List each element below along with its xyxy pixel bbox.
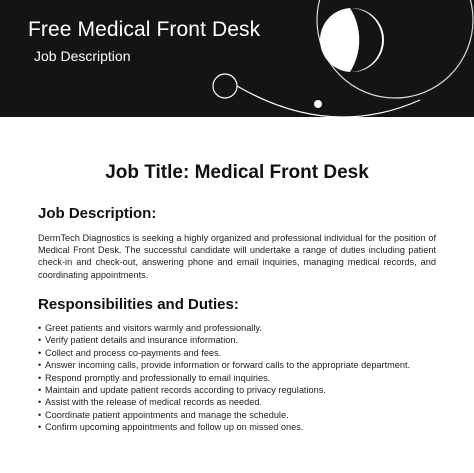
responsibility-text: Assist with the release of medical records as needed. — [45, 397, 263, 408]
responsibility-text: Answer incoming calls, provide information or forward calls to the appropriate department. — [45, 360, 411, 371]
bullet-icon: • — [38, 360, 42, 371]
list-item — [38, 322, 438, 334]
job-description-heading: Job Description: — [38, 205, 157, 222]
bullet-icon: • — [38, 323, 42, 333]
bullet-icon: • — [38, 397, 42, 408]
responsibility-text: Confirm upcoming appointments and follow up on missed ones. — [45, 422, 304, 433]
document-header-banner — [0, 0, 474, 117]
list-item — [38, 372, 438, 384]
list-item — [38, 359, 438, 371]
bullet-icon: • — [38, 335, 42, 346]
list-item — [38, 347, 438, 359]
responsibilities-list — [38, 322, 438, 434]
list-item — [38, 334, 438, 346]
list-item — [38, 396, 438, 408]
responsibility-text: Coordinate patient appointments and manage the schedule. — [45, 409, 289, 420]
responsibility-text: Collect and process co-payments and fees. — [45, 347, 222, 358]
responsibilities-heading: Responsibilities and Duties: — [38, 296, 239, 313]
responsibility-text: Maintain and update patient records according to privacy regulations. — [45, 385, 326, 396]
job-description-paragraph: DermTech Diagnostics is seeking a highly organized and professional individual for the position of Medical Front Desk. The successful candidate will undertake a range of duties including patient check-in and check-out, answering phone and email inquiries, managing medical records, and coordinating appointments. — [38, 233, 436, 280]
responsibility-text: Respond promptly and professionally to email inquiries. — [45, 372, 271, 383]
list-item — [38, 409, 438, 421]
bullet-icon: • — [38, 422, 42, 433]
bullet-icon: • — [38, 347, 42, 358]
list-item — [38, 421, 438, 433]
responsibility-text: Verify patient details and insurance information. — [45, 335, 239, 346]
bullet-icon: • — [38, 409, 42, 420]
list-item — [38, 384, 438, 396]
bullet-icon: • — [38, 372, 42, 383]
bullet-icon: • — [38, 385, 42, 396]
responsibility-text: Greet patients and visitors warmly and professionally. — [45, 323, 262, 333]
header-subtitle: Job Description — [34, 48, 131, 64]
header-title: Free Medical Front Desk — [28, 18, 261, 41]
job-title-heading: Job Title: Medical Front Desk — [105, 162, 369, 183]
